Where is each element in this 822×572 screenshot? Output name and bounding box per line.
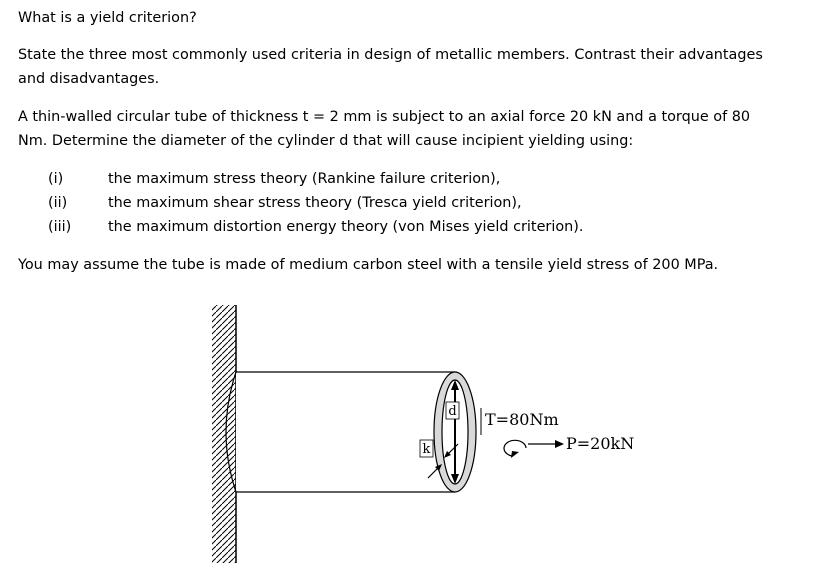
- item-3-number: (iii): [48, 219, 72, 235]
- question-3-line-2: Nm. Determine the diameter of the cylinder d that will cause incipient yielding using:: [18, 133, 634, 149]
- force-label: P=20kN: [566, 434, 635, 453]
- tube-body: [226, 372, 455, 492]
- torque-label: T=80Nm: [485, 410, 559, 429]
- item-1-number: (i): [48, 171, 64, 187]
- item-3-text: the maximum distortion energy theory (von Mises yield criterion).: [108, 219, 584, 235]
- diameter-label: d: [448, 404, 457, 419]
- axial-force-arrow: [528, 434, 634, 453]
- question-3-line-1: A thin-walled circular tube of thickness t = 2 mm is subject to an axial force 20 kN and a torque of 80: [18, 109, 751, 125]
- assumption-text: You may assume the tube is made of medium carbon steel with a tensile yield stress of 200 MPa.: [18, 257, 719, 273]
- item-2-text: the maximum shear stress theory (Tresca yield criterion),: [108, 195, 522, 211]
- fixed-wall: [212, 305, 236, 563]
- thickness-label: k: [422, 442, 431, 457]
- item-1-text: the maximum stress theory (Rankine failure criterion),: [108, 171, 501, 187]
- question-1: What is a yield criterion?: [18, 10, 197, 26]
- question-2-line-1: State the three most commonly used criteria in design of metallic members. Contrast their advantages: [18, 47, 763, 63]
- torque-indicator: [481, 408, 559, 458]
- question-2-line-2: and disadvantages.: [18, 71, 160, 87]
- item-2-number: (ii): [48, 195, 68, 211]
